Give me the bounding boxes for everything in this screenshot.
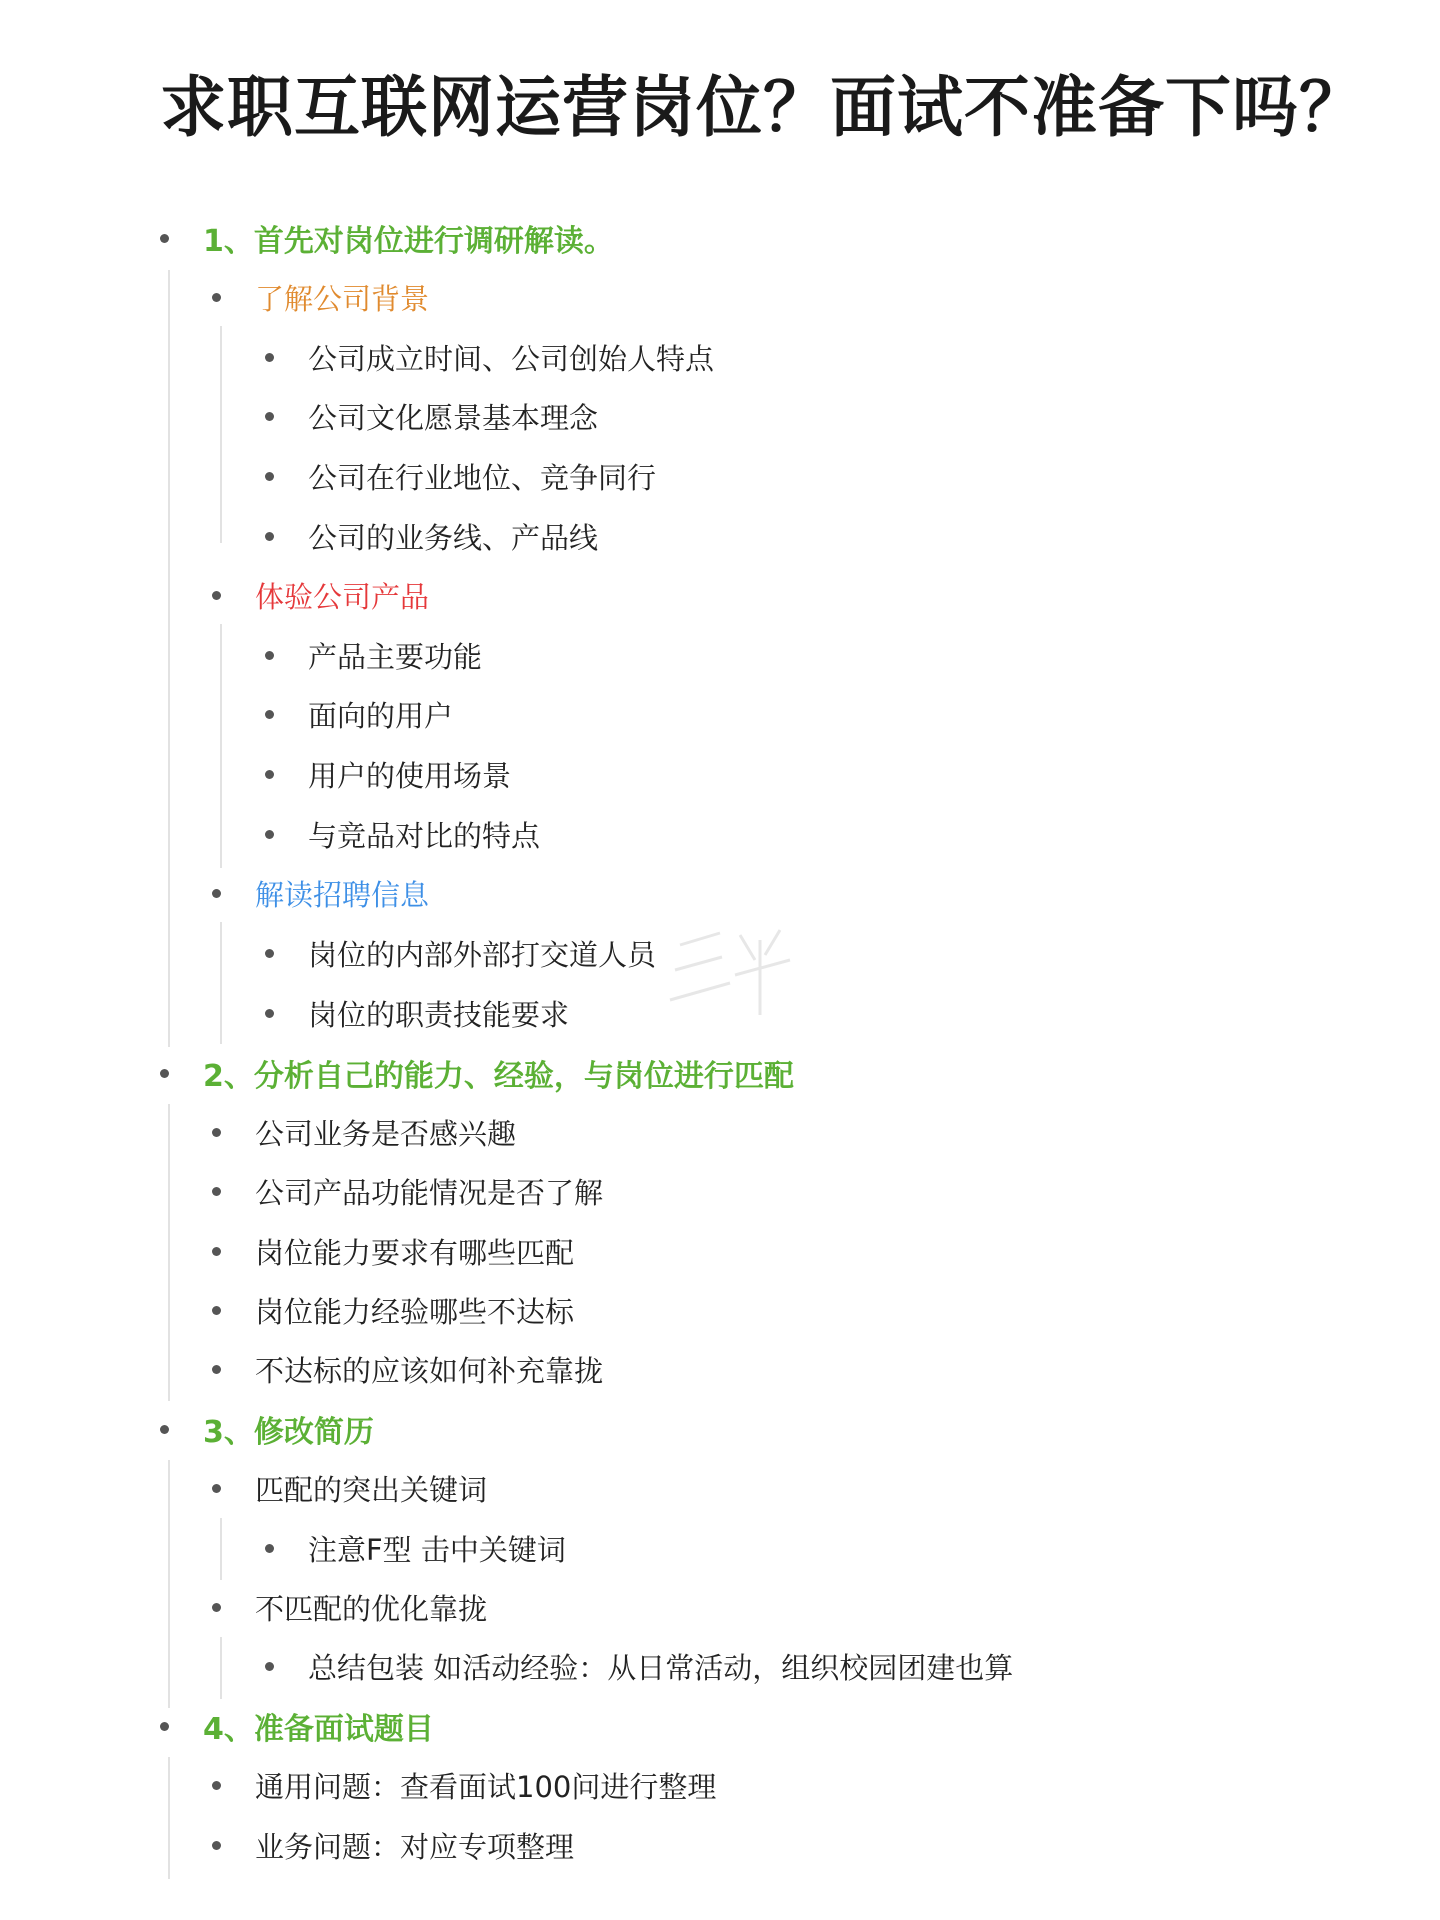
outline-guide-line [168, 270, 170, 1047]
section-heading [160, 208, 614, 268]
list-item [265, 983, 569, 1043]
bullet-icon [212, 889, 221, 898]
list-item [212, 1755, 716, 1815]
list-item [212, 1339, 603, 1399]
list-item-text: 通用问题：查看面试100问进行整理 [255, 1769, 717, 1804]
group-heading [212, 267, 429, 327]
list-item [212, 1102, 516, 1162]
outline-guide-line [220, 1637, 222, 1699]
list-item [265, 506, 598, 566]
bullet-icon [265, 412, 274, 421]
outline-guide-line [168, 1757, 170, 1879]
section-title: 3、修改简历 [203, 1415, 374, 1450]
bullet-icon [212, 1781, 221, 1790]
section-title: 1、首先对岗位进行调研解读。 [203, 224, 614, 259]
list-item-text: 总结包装 如活动经验：从日常活动，组织校园团建也算 [308, 1650, 1014, 1685]
list-item-text: 岗位的内部外部打交道人员 [308, 937, 657, 972]
list-item [265, 684, 453, 744]
list-item-text: 岗位能力要求有哪些匹配 [255, 1235, 575, 1270]
bullet-icon [265, 353, 274, 362]
bullet-icon [212, 1247, 221, 1256]
outline-guide-line [220, 1518, 222, 1580]
bullet-icon [265, 1009, 274, 1018]
list-item [265, 744, 511, 804]
list-item-text: 岗位能力经验哪些不达标 [255, 1294, 575, 1329]
bullet-icon [265, 472, 274, 481]
list-item [265, 1636, 1013, 1696]
list-item [265, 923, 656, 983]
list-item-text: 产品主要功能 [308, 639, 483, 674]
bullet-icon [265, 830, 274, 839]
group-title: 了解公司背景 [255, 281, 430, 316]
outline-guide-line [220, 326, 222, 543]
list-item [212, 1161, 603, 1221]
bullet-icon [212, 1365, 221, 1374]
bullet-icon [212, 1128, 221, 1137]
bullet-icon [160, 1722, 169, 1731]
bullet-icon [160, 234, 169, 243]
list-item-text: 公司文化愿景基本理念 [308, 400, 599, 435]
bullet-icon [160, 1069, 169, 1078]
bullet-icon [265, 949, 274, 958]
bullet-icon [265, 710, 274, 719]
section-heading [160, 1696, 434, 1756]
outline-guide-line [220, 922, 222, 1044]
bullet-icon [212, 1484, 221, 1493]
list-item-text: 公司成立时间、公司创始人特点 [308, 341, 715, 376]
bullet-icon [212, 293, 221, 302]
bullet-icon [265, 651, 274, 660]
bullet-icon [160, 1425, 169, 1434]
bullet-icon [265, 532, 274, 541]
list-item-text: 不达标的应该如何补充靠拢 [255, 1353, 604, 1388]
bullet-icon [212, 1841, 221, 1850]
list-item-text: 注意F型 击中关键词 [308, 1532, 566, 1567]
outline-guide-line [168, 1460, 170, 1708]
list-item-text: 用户的使用场景 [308, 758, 512, 793]
list-item-text: 面向的用户 [308, 698, 454, 733]
group-heading [212, 565, 429, 625]
list-item-text: 公司业务是否感兴趣 [255, 1116, 517, 1151]
bullet-icon [265, 770, 274, 779]
list-item [265, 386, 598, 446]
list-item [265, 446, 656, 506]
section-heading [160, 1043, 794, 1103]
group-title: 不匹配的优化靠拢 [255, 1591, 488, 1626]
group-heading [212, 863, 429, 923]
list-item [265, 327, 714, 387]
list-item [212, 1221, 574, 1281]
group-title: 匹配的突出关键词 [255, 1472, 488, 1507]
list-item-text: 公司产品功能情况是否了解 [255, 1175, 604, 1210]
list-item-text: 岗位的职责技能要求 [308, 997, 570, 1032]
section-title: 2、分析自己的能力、经验，与岗位进行匹配 [203, 1059, 794, 1094]
group-title: 解读招聘信息 [255, 877, 430, 912]
bullet-icon [212, 1603, 221, 1612]
page-title: 求职互联网运营岗位？面试不准备下吗？ [160, 69, 1366, 146]
list-item-text: 业务问题：对应专项整理 [255, 1829, 575, 1864]
list-item-text: 公司在行业地位、竞争同行 [308, 460, 657, 495]
list-item [265, 1518, 566, 1578]
bullet-icon [212, 1187, 221, 1196]
outline-guide-line [220, 624, 222, 868]
group-title: 体验公司产品 [255, 579, 430, 614]
list-item [265, 625, 482, 685]
bullet-icon [265, 1662, 274, 1671]
bullet-icon [265, 1544, 274, 1553]
bullet-icon [212, 591, 221, 600]
section-heading [160, 1399, 374, 1459]
group-heading [212, 1458, 487, 1518]
group-heading [212, 1577, 487, 1637]
list-item [212, 1815, 574, 1875]
list-item-text: 公司的业务线、产品线 [308, 520, 599, 555]
outline-guide-line [168, 1104, 170, 1401]
section-title: 4、准备面试题目 [203, 1712, 434, 1747]
list-item [265, 804, 540, 864]
list-item-text: 与竞品对比的特点 [308, 818, 541, 853]
list-item [212, 1280, 574, 1340]
bullet-icon [212, 1306, 221, 1315]
